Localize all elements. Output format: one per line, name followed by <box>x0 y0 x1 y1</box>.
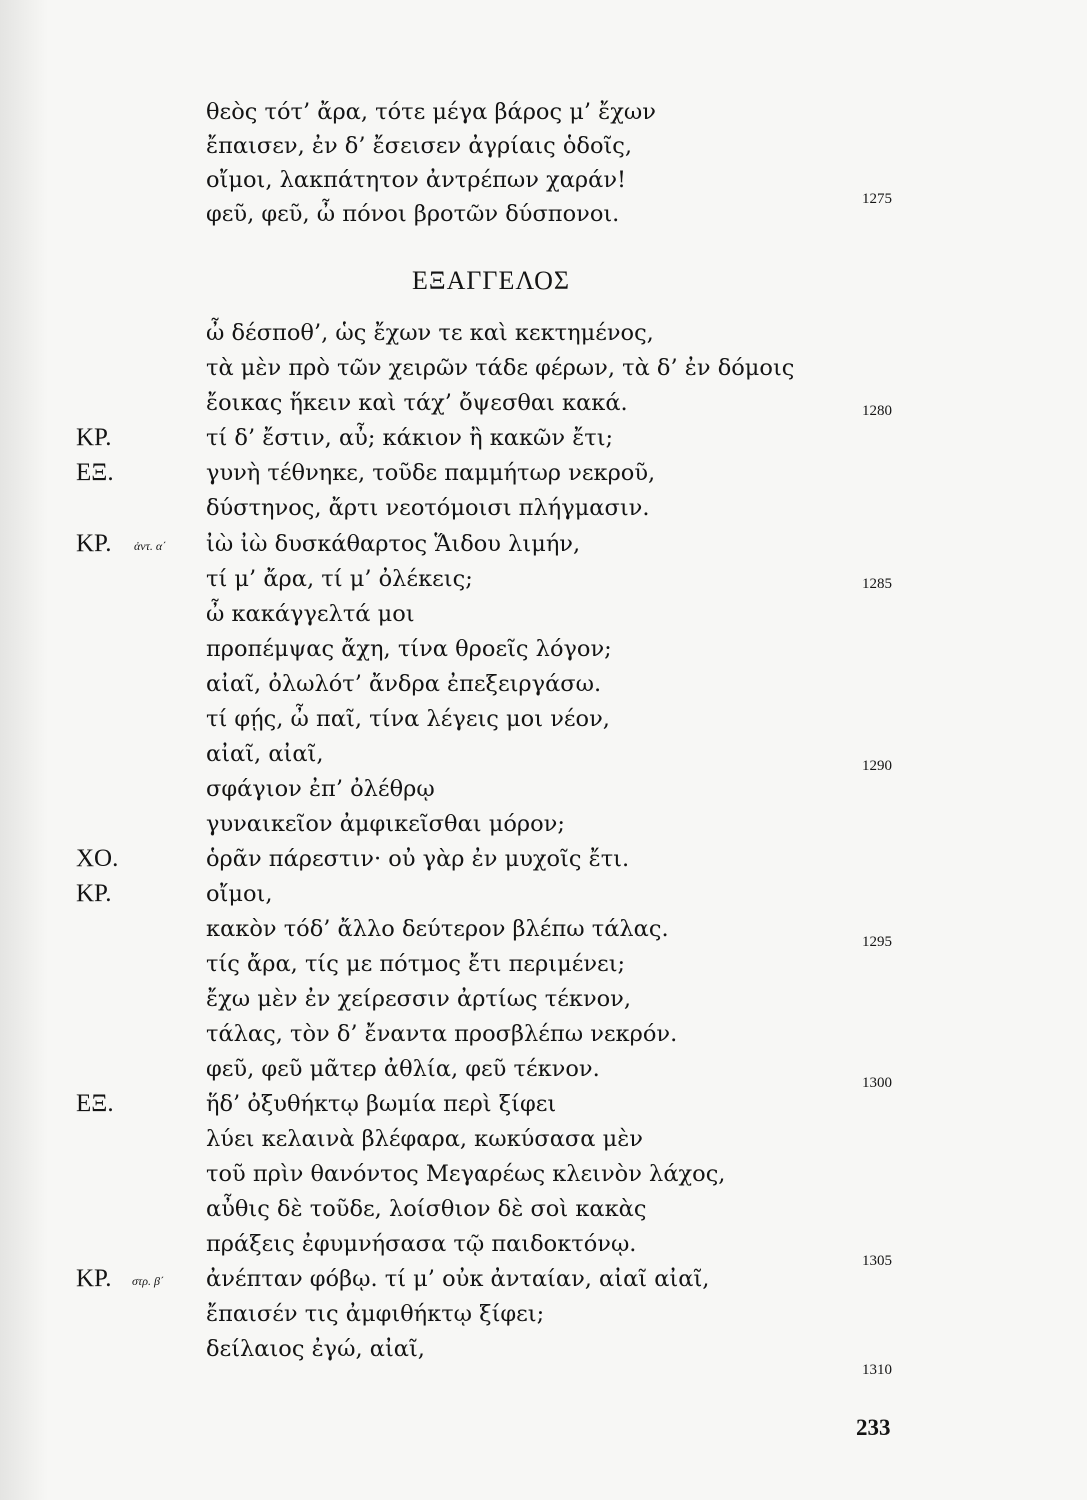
speaker-label: ΚΡ. <box>76 530 112 557</box>
verse-line: προπέμψας ἄχη, τίνα θροεῖς λόγον; <box>206 636 612 662</box>
page-number: 233 <box>856 1415 891 1440</box>
verse-line: δείλαιος ἐγώ, αἰαῖ, <box>206 1336 425 1362</box>
page-fold-shadow <box>0 0 48 1500</box>
verse-line: αἰαῖ, αἰαῖ, <box>206 741 324 767</box>
verse-line: ὦ δέσποθ’, ὡς ἔχων τε καὶ κεκτημένος, <box>206 320 654 346</box>
strophe-marker: ἀντ. α΄ <box>134 539 167 553</box>
line-number: 1275 <box>862 191 892 207</box>
verse-line: ὁρᾶν πάρεστιν· οὐ γὰρ ἐν μυχοῖς ἔτι. <box>206 846 630 872</box>
speaker-label: ΚΡ. <box>76 424 112 451</box>
speaker-label: ΕΞ. <box>76 1090 114 1117</box>
verse-line: γυνὴ τέθνηκε, τοῦδε παμμήτωρ νεκροῦ, <box>206 460 656 486</box>
verse-line: κακὸν τόδ’ ἄλλο δεύτερον βλέπω τάλας. <box>206 916 669 942</box>
verse-line: ἀνέπταν φόβῳ. τί μ’ οὐκ ἀνταίαν, αἰαῖ αἰαῖ, <box>206 1266 710 1292</box>
verse-line: πράξεις ἐφυμνήσασα τῷ παιδοκτόνῳ. <box>206 1231 637 1257</box>
verse-line: οἴμοι, λακπάτητον ἀντρέπων χαράν! <box>206 167 627 193</box>
verse-line: αἰαῖ, ὀλωλότ’ ἄνδρα ἐπεξειργάσω. <box>206 671 602 697</box>
line-number: 1295 <box>862 934 892 950</box>
verse-line: δύστηνος, ἄρτι νεοτόμοισι πλήγμασιν. <box>206 495 650 521</box>
verse-line: ὦ κακάγγελτά μοι <box>206 601 415 627</box>
line-number: 1305 <box>862 1253 892 1269</box>
speaker-label: ΧΟ. <box>76 845 119 872</box>
verse-line: θεὸς τότ’ ἄρα, τότε μέγα βάρος μ’ ἔχων <box>206 99 656 125</box>
verse-line: τί φῄς, ὦ παῖ, τίνα λέγεις μοι νέον, <box>206 706 610 732</box>
verse-line: τί μ’ ἄρα, τί μ’ ὀλέκεις; <box>206 566 473 592</box>
verse-line: τὰ μὲν πρὸ τῶν χειρῶν τάδε φέρων, τὰ δ’ ἐν δόμοις <box>206 355 795 381</box>
strophe-marker: στρ. β΄ <box>132 1274 164 1288</box>
verse-line: λύει κελαινὰ βλέφαρα, κωκύσασα μὲν <box>206 1126 643 1152</box>
verse-line: ἔπαισεν, ἐν δ’ ἔσεισεν ἀγρίαις ὁδοῖς, <box>206 133 633 159</box>
verse-line: σφάγιον ἐπ’ ὀλέθρῳ <box>206 776 435 802</box>
speaker-label: ΚΡ. <box>76 1265 112 1292</box>
verse-line: τίς ἄρα, τίς με πότμος ἔτι περιμένει; <box>206 951 626 977</box>
verse-line: αὖθις δὲ τοῦδε, λοίσθιον δὲ σοὶ κακὰς <box>206 1196 647 1222</box>
verse-line: φεῦ, φεῦ μᾶτερ ἀθλία, φεῦ τέκνον. <box>206 1056 600 1082</box>
verse-line: φεῦ, φεῦ, ὦ πόνοι βροτῶν δύσπονοι. <box>206 201 620 227</box>
verse-line: τί δ’ ἔστιν, αὖ; κάκιον ἢ κακῶν ἔτι; <box>206 425 614 451</box>
verse-line: ἔπαισέν τις ἀμφιθήκτῳ ξίφει; <box>206 1301 545 1327</box>
speaker-label: ΚΡ. <box>76 880 112 907</box>
verse-line: ἔχω μὲν ἐν χείρεσσιν ἀρτίως τέκνον, <box>206 986 632 1012</box>
speaker-label: ΕΞ. <box>76 459 114 486</box>
verse-line: οἴμοι, <box>206 881 273 907</box>
line-number: 1290 <box>862 758 892 774</box>
line-number: 1310 <box>862 1362 892 1378</box>
line-number: 1285 <box>862 576 892 592</box>
line-number: 1300 <box>862 1075 892 1091</box>
verse-line: τοῦ πρὶν θανόντος Μεγαρέως κλεινὸν λάχος, <box>206 1161 726 1187</box>
speaker-heading: ΕΞΑΓΓΕΛΟΣ <box>412 266 571 295</box>
verse-line: τάλας, τὸν δ’ ἔναντα προσβλέπω νεκρόν. <box>206 1021 678 1047</box>
verse-line: ἰὼ ἰὼ δυσκάθαρτος Ἅιδου λιμήν, <box>206 531 581 557</box>
verse-line: ἔοικας ἥκειν καὶ τάχ’ ὄψεσθαι κακά. <box>206 390 628 416</box>
line-number: 1280 <box>862 403 892 419</box>
verse-line: γυναικεῖον ἀμφικεῖσθαι μόρον; <box>206 811 565 837</box>
verse-line: ἥδ’ ὀξυθήκτῳ βωμία περὶ ξίφει <box>206 1091 557 1117</box>
